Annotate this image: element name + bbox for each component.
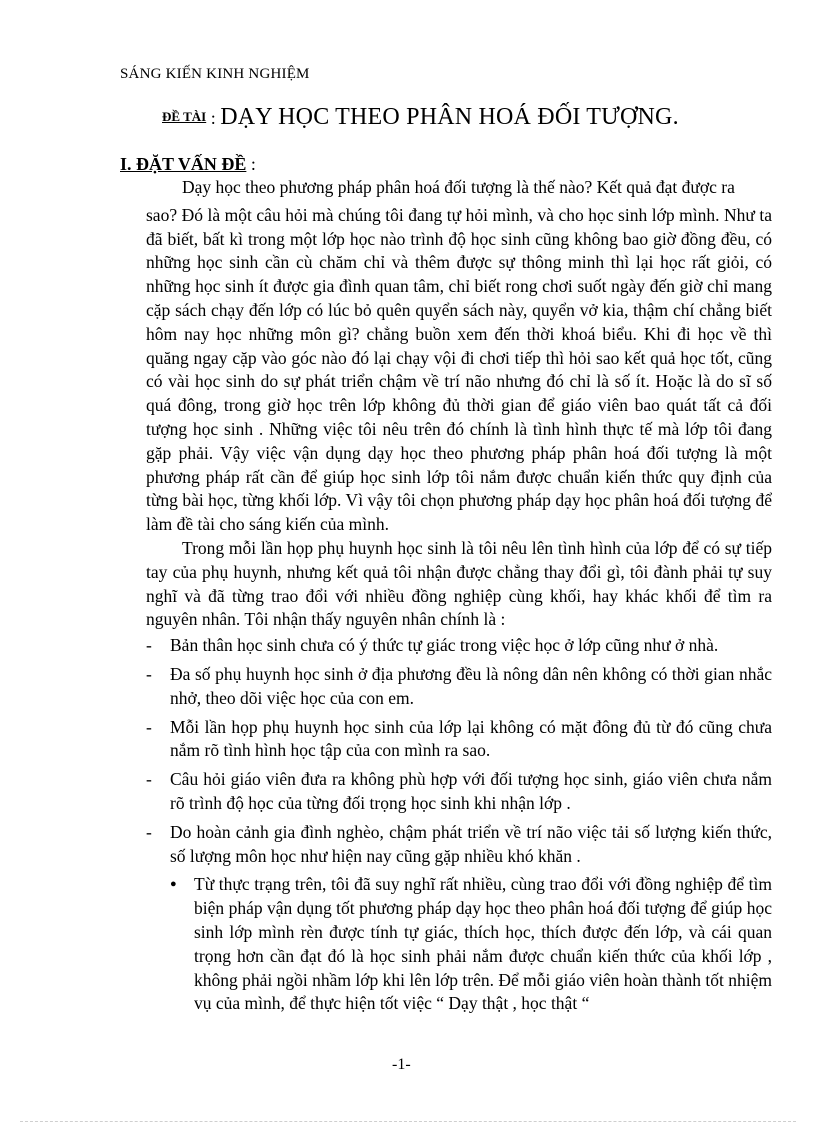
list-item: - Do hoàn cảnh gia đình nghèo, chậm phát triển về trí não việc tải số lượng kiến thức, số lượng môn học như hiện nay cũng gặp nhiều khó khăn .: [146, 821, 772, 869]
list-item: - Câu hỏi giáo viên đưa ra không phù hợp với đối tượng học sinh, giáo viên chưa nắm rõ trình độ học của từng đối trọng học sinh khi nhận lớp .: [146, 768, 772, 816]
title-separator: :: [206, 108, 221, 128]
section-heading: [120, 154, 256, 175]
document-header-label: SÁNG KIẾN KINH NGHIỆM: [120, 66, 310, 82]
section-heading-text: I. ĐẶT VẤN ĐỀ: [120, 154, 247, 174]
document-body: [146, 176, 772, 1016]
footer-divider: [20, 1121, 796, 1122]
paragraph-1-first-line: Dạy học theo phương pháp phân hoá đối tượng là thế nào? Kết quả đạt được ra: [182, 177, 735, 197]
section-heading-suffix: :: [246, 154, 256, 174]
list-item: - Mỗi lần họp phụ huynh học sinh của lớp lại không có mặt đông đủ từ đó cũng chưa nắm rõ tình hình học tập của con mình ra sao.: [146, 716, 772, 764]
document-title: [162, 104, 679, 131]
list-item: - Đa số phụ huynh học sinh ở địa phương đều là nông dân nên không có thời gian nhắc nhở, theo dõi việc học của con em.: [146, 663, 772, 711]
bullet-item: ● Từ thực trạng trên, tôi đã suy nghĩ rất nhiều, cùng trao đổi với đồng nghiệp để tìm biện pháp vận dụng tốt phương pháp dạy học theo phân hoá đối tượng để giúp học sinh lớp mình rèn được tính tự giác, thích học, thích được đến lớp, và cái quan trọng hơn cần đạt đó là học sinh phải nắm được chuẩn kiến thức của khối lớp , không phải ngồi nhầm lớp khi lên lớp trên. Để mỗi giáo viên hoàn thành tốt nhiệm vụ của mình, để thực hiện tốt việc “ Dạy thật , học thật “: [170, 873, 772, 1016]
causes-list: [146, 634, 772, 868]
paragraph-1-body: sao? Đó là một câu hỏi mà chúng tôi đang tự hỏi mình, và cho học sinh lớp mình. Như ta đã biết, bất kì trong một lớp học nào trình độ học sinh cũng không bao giờ đồng đều, có những học sinh cần cù chăm chỉ và thêm được sự thông minh thì lại học rất giỏi, có những học sinh ít được gia đình quan tâm, chỉ biết rong chơi suốt ngày đến giờ chỉ mang cặp sách chạy đến lớp có lúc bỏ quên quyển sách này, quyển vở kia, thậm chí chẳng biết hôm nay học những môn gì? chẳng buồn xem đến thời khoá biểu. Khi đi học về thì quăng ngay cặp vào góc nào đó lại chạy vội đi chơi tiếp thì hỏi sao kết quả học tốt, cũng có vài học sinh do sự phát triển chậm về trí não nhưng đó chỉ là số ít. Hoặc là do sĩ số quá đông, trong giờ học trên lớp không đủ thời gian để giáo viên bao quát tất cả đối tượng học sinh . Những việc tôi nêu trên đó chính là tình hình thực tế mà lớp tôi đang gặp phải. Vậy việc vận dụng dạy học theo phương pháp phân hoá đối tượng là một phương pháp rất cần để giúp học sinh lớp tôi nắm được chuẩn kiến thức quy định của từng bài học, từng khối lớp. Vì vậy tôi chọn phương pháp dạy học phân hoá đối tượng để làm đề tài cho sáng kiến của mình.: [146, 204, 772, 535]
title-prefix: ĐỀ TÀI: [162, 109, 207, 124]
paragraph-1: [146, 176, 772, 537]
title-main: DẠY HỌC THEO PHÂN HOÁ ĐỐI TƯỢNG.: [220, 104, 679, 130]
list-item: - Bản thân học sinh chưa có ý thức tự giác trong việc học ở lớp cũng như ở nhà.: [146, 634, 772, 658]
bullet-list: [146, 873, 772, 1016]
page-number: -1-: [392, 1056, 411, 1073]
paragraph-2: Trong mỗi lần họp phụ huynh học sinh là tôi nêu lên tình hình của lớp để có sự tiếp tay của phụ huynh, nhưng kết quả tôi nhận được chẳng thay đổi gì, tôi đành phải tự suy nghĩ và đã từng trao đổi với nhiều đồng nghiệp cùng khối, hay khác khối để tìm ra nguyên nhân. Tôi nhận thấy nguyên nhân chính là :: [146, 537, 772, 630]
